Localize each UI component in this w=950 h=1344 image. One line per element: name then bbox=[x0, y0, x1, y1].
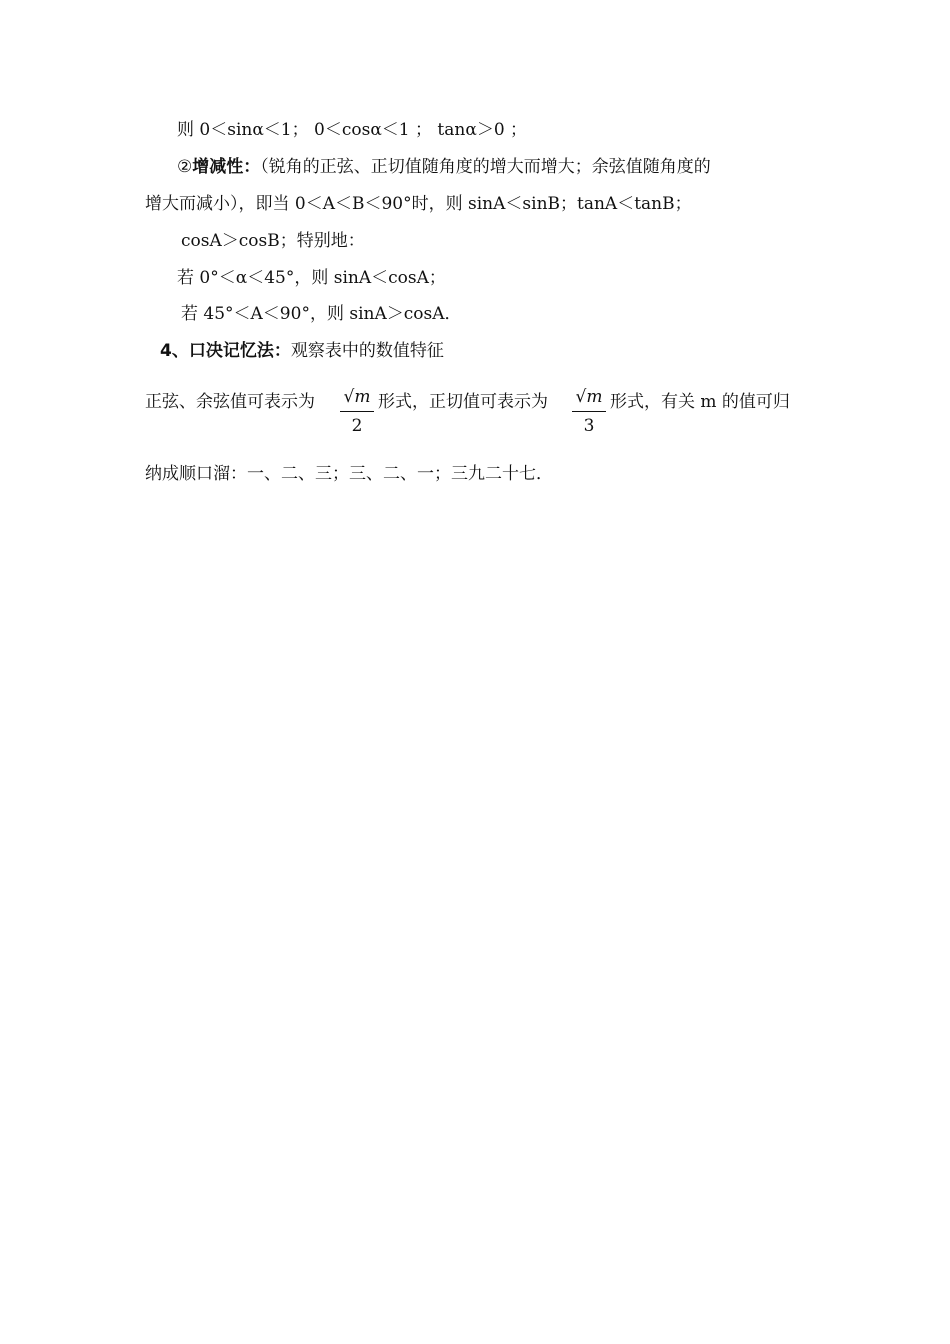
monotonicity-heading: 增减性： bbox=[192, 157, 261, 177]
radicand: m bbox=[586, 387, 603, 407]
fraction-sqrt-m-over-3 bbox=[572, 384, 606, 437]
line-rhyme: 纳成顺口溜：一、二、三；三、二、一；三九二十七． bbox=[145, 464, 553, 484]
monotonicity-text: （锐角的正弦、正切值随角度的增大而增大；余弦值随角度的 bbox=[260, 157, 711, 177]
line-forms-b: 形式，正切值可表示为 bbox=[378, 392, 548, 412]
radical-sign: √ bbox=[343, 387, 355, 407]
line-range-values: 则 0＜sinα＜1； 0＜cosα＜1 ； tanα＞0 ； bbox=[177, 120, 528, 140]
line-case-above-45: 若 45°＜A＜90°，则 sinA＞cosA． bbox=[181, 304, 462, 324]
line-mnemonic-heading bbox=[160, 339, 444, 363]
radicand: m bbox=[354, 387, 371, 407]
mnemonic-heading: 4、口决记忆法： bbox=[160, 341, 291, 361]
line-forms-a: 正弦、余弦值可表示为 bbox=[145, 392, 315, 412]
denominator: 2 bbox=[351, 416, 363, 436]
line-forms-c: 形式，有关 m 的值可归 bbox=[610, 392, 790, 412]
line-monotonicity-cont: 增大而减小），即当 0＜A＜B＜90°时，则 sinA＜sinB；tanA＜tanB； bbox=[145, 194, 692, 214]
mnemonic-intro: 观察表中的数值特征 bbox=[290, 341, 444, 361]
line-cos-compare: cosA＞cosB；特别地： bbox=[181, 231, 365, 251]
denominator: 3 bbox=[583, 416, 595, 436]
line-monotonicity bbox=[177, 155, 711, 179]
circled-number: ② bbox=[177, 157, 193, 177]
radical-sign: √ bbox=[575, 387, 587, 407]
line-case-below-45: 若 0°＜α＜45°，则 sinA＜cosA； bbox=[177, 268, 446, 288]
fraction-sqrt-m-over-2 bbox=[340, 384, 374, 437]
